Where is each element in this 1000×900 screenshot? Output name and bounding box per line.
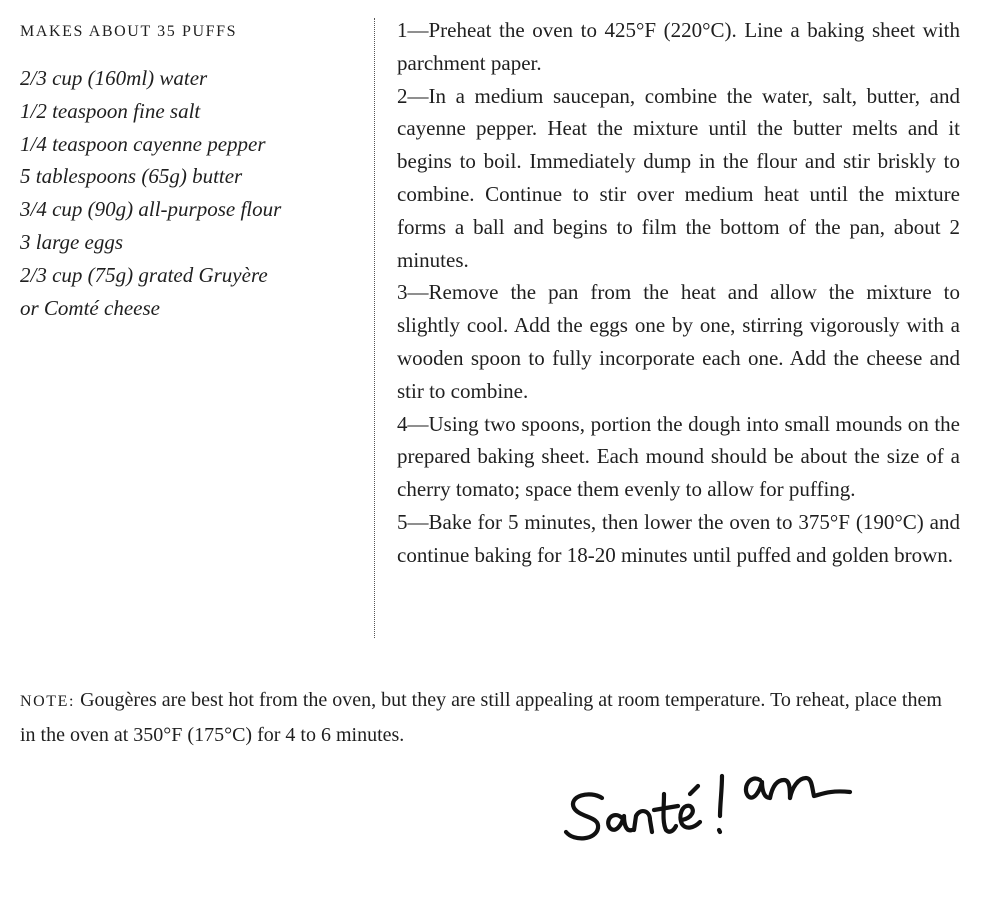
step-paragraph <box>397 408 960 506</box>
step-separator: — <box>407 509 429 534</box>
step-paragraph <box>397 276 960 407</box>
ingredient-item: 3 large eggs <box>20 229 124 254</box>
step-paragraph <box>397 506 960 572</box>
step-text: Using two spoons, portion the dough into small mounds on the prepared baking sheet. Each mound should be about the size of a cherry tomato; space them evenly to allow for puffing. <box>397 411 960 502</box>
step-number: 1 <box>397 18 408 42</box>
yield-heading: MAKES ABOUT 35 PUFFS <box>20 23 238 40</box>
column-divider <box>374 18 375 638</box>
ingredient-item: 2/3 cup (75g) grated Gruyère <box>20 262 268 287</box>
step-number: 3 <box>397 280 408 305</box>
ingredient-item: 5 tablespoons (65g) butter <box>20 164 243 189</box>
ingredient-item: 2/3 cup (160ml) water <box>20 66 208 90</box>
note-text: Gougères are best hot from the oven, but they are still appealing at room temperature. To reheat, place them in the oven at 350°F (175°C) for 4 to 6 minutes. <box>20 689 942 746</box>
ingredients-column <box>20 20 360 324</box>
ingredient-item: 1/4 teaspoon cayenne pepper <box>20 131 266 156</box>
ingredient-item: 3/4 cup (90g) all-purpose flour <box>20 197 282 222</box>
step-paragraph <box>397 14 960 80</box>
note-label: NOTE: <box>20 693 76 710</box>
step-separator: — <box>407 411 429 436</box>
step-text: Bake for 5 minutes, then lower the oven to 375°F (190°C) and continue baking for 18-20 minutes until puffed and golden brown. <box>397 509 960 567</box>
step-separator: — <box>407 280 429 305</box>
signature-drawing <box>560 760 880 850</box>
step-text: Remove the pan from the heat and allow the mixture to slightly cool. Add the eggs one by one, stirring vigorously with a wooden spoon to fully incorporate each one. Add the cheese and stir to combine. <box>397 280 960 403</box>
note-paragraph <box>20 684 960 751</box>
step-number: 5 <box>397 509 408 534</box>
step-paragraph <box>397 80 960 277</box>
step-separator: — <box>407 83 429 108</box>
step-number: 2 <box>397 83 408 108</box>
handwritten-signature <box>560 760 880 850</box>
ingredient-item: or Comté cheese <box>20 295 160 320</box>
ingredient-item: 1/2 teaspoon fine salt <box>20 98 201 123</box>
step-separator: — <box>407 18 429 42</box>
step-number: 4 <box>397 411 408 436</box>
ingredient-list <box>20 62 360 324</box>
instructions-column <box>397 14 960 572</box>
step-text: In a medium saucepan, combine the water, salt, butter, and cayenne pepper. Heat the mixture until the butter melts and it begins to boil. Immediately dump in the flour and stir briskly to combine. Continue to stir over medium heat until the mixture forms a ball and begins to film the bottom of the pan, about 2 minutes. <box>397 83 960 272</box>
step-text: Preheat the oven to 425°F (220°C). Line a baking sheet with parchment paper. <box>397 18 960 75</box>
